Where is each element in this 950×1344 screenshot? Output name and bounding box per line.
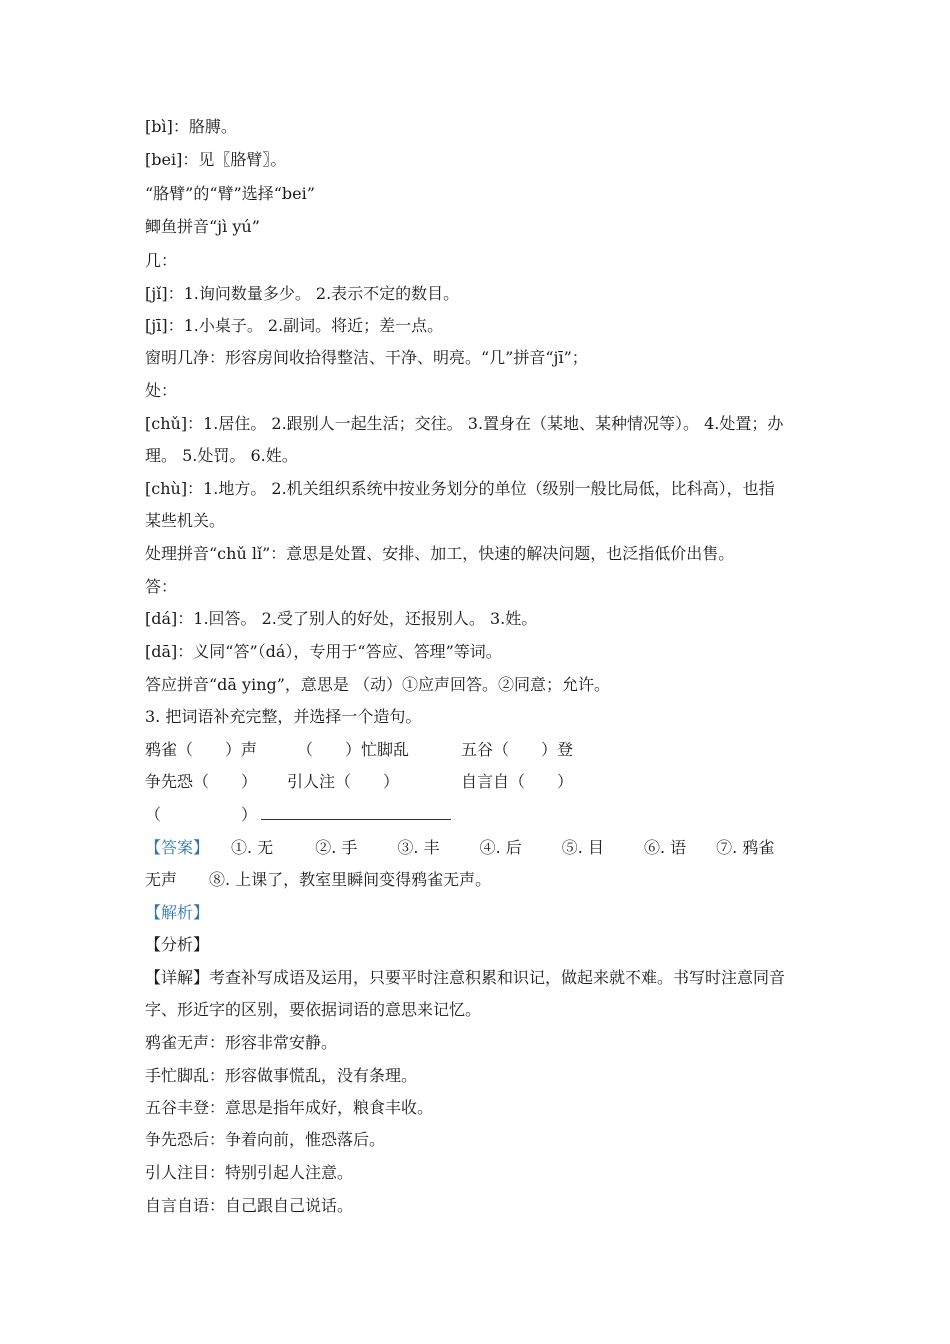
detail-text: 考查补写成语及运用，只要平时注意积累和识记，做起来就不难。书写时注意同音	[209, 968, 786, 987]
answer-item: ④. 后	[479, 838, 522, 857]
text-line: [chǔ]：1.居住。 2.跟别人一起生活；交往。 3.置身在（某地、某种情况等）。 4.处置；办	[145, 414, 784, 433]
text-line: 理。 5.处罚。 6.姓。	[145, 446, 298, 465]
definition-line: 争先恐后：争着向前，惟恐落后。	[145, 1130, 386, 1149]
answer-line	[145, 838, 810, 858]
text-line: [dá]：1.回答。 2.受了别人的好处，还报别人。 3.姓。	[145, 609, 538, 628]
text-line: 处理拼音“chǔ lǐ”：意思是处置、安排、加工，快速的解决问题，也泛指低价出售。	[145, 544, 735, 563]
text-line: [dā]：义同“答”（dá），专用于“答应、答理”等词。	[145, 642, 502, 661]
definition-line: 引人注目：特别引起人注意。	[145, 1163, 354, 1182]
detail-label: 【详解】	[145, 968, 210, 987]
text-line: 某些机关。	[145, 511, 226, 530]
definition-line: 自言自语：自己跟自己说话。	[145, 1196, 354, 1215]
answer-item: ①. 无	[231, 838, 274, 857]
analysis-label: 【解析】	[145, 903, 210, 922]
blank-item: 争先恐（ ）	[145, 772, 258, 791]
text-line: 鲫鱼拼音“jì yú”	[145, 217, 260, 236]
answer-label: 【答案】	[145, 838, 210, 857]
fenxi-label: 【分析】	[145, 935, 210, 954]
text-line: [bì]：胳膊。	[145, 117, 237, 136]
definition-line: 鸦雀无声：形容非常安静。	[145, 1033, 338, 1052]
blank-item: 五谷（ ）登	[461, 740, 574, 759]
answer-line-2: 无声 ⑧. 上课了，教室里瞬间变得鸦雀无声。	[145, 870, 492, 889]
definition-line: 手忙脚乱：形容做事慌乱，没有条理。	[145, 1066, 418, 1085]
text-line: “胳臂”的“臂”选择“bei”	[145, 184, 315, 203]
text-line: 答应拼音“dā ying”，意思是 （动）①应声回答。②同意；允许。	[145, 675, 611, 694]
blanks-row-3	[145, 805, 810, 825]
text-line: [bei]：见〖胳臂〗。	[145, 150, 287, 169]
text-line: 处：	[145, 381, 178, 400]
blank-item: 自言自（ ）	[461, 772, 574, 791]
answer-item: ⑦. 鸦雀	[716, 838, 775, 857]
text-line: [chù]：1.地方。 2.机关组织系统中按业务划分的单位（级别一般比局低，比科高），也指	[145, 479, 775, 498]
text-line: [jī]：1.小桌子。 2.副词。将近；差一点。	[145, 316, 444, 335]
blanks-row-2	[145, 772, 810, 792]
blank-item: 鸦雀（ ）声	[145, 740, 258, 759]
blank-item: （ ）	[145, 805, 258, 824]
text-line: 窗明几净：形容房间收拾得整洁、干净、明亮。“几”拼音“jī”；	[145, 348, 588, 367]
answer-item: ⑥. 语	[643, 838, 687, 857]
blanks-row-1	[145, 740, 810, 760]
definition-line: 五谷丰登：意思是指年成好，粮食丰收。	[145, 1098, 434, 1117]
detail-line-2: 字、形近字的区别，要依据词语的意思来记忆。	[145, 1000, 482, 1019]
answer-item: ⑤. 目	[561, 838, 604, 857]
answer-item: ③. 丰	[397, 838, 440, 857]
text-line: 答：	[145, 577, 178, 596]
question-title: 3. 把词语补充完整，并选择一个造句。	[145, 707, 422, 726]
blank-item: 引人注（ ）	[287, 772, 400, 791]
detail-line	[145, 968, 810, 988]
text-line: 几：	[145, 251, 178, 270]
sentence-blank-line	[261, 805, 451, 820]
text-line: [jǐ]：1.询问数量多少。 2.表示不定的数目。	[145, 284, 460, 303]
answer-item: ②. 手	[315, 838, 358, 857]
blank-item: （ ）忙脚乱	[297, 740, 410, 759]
